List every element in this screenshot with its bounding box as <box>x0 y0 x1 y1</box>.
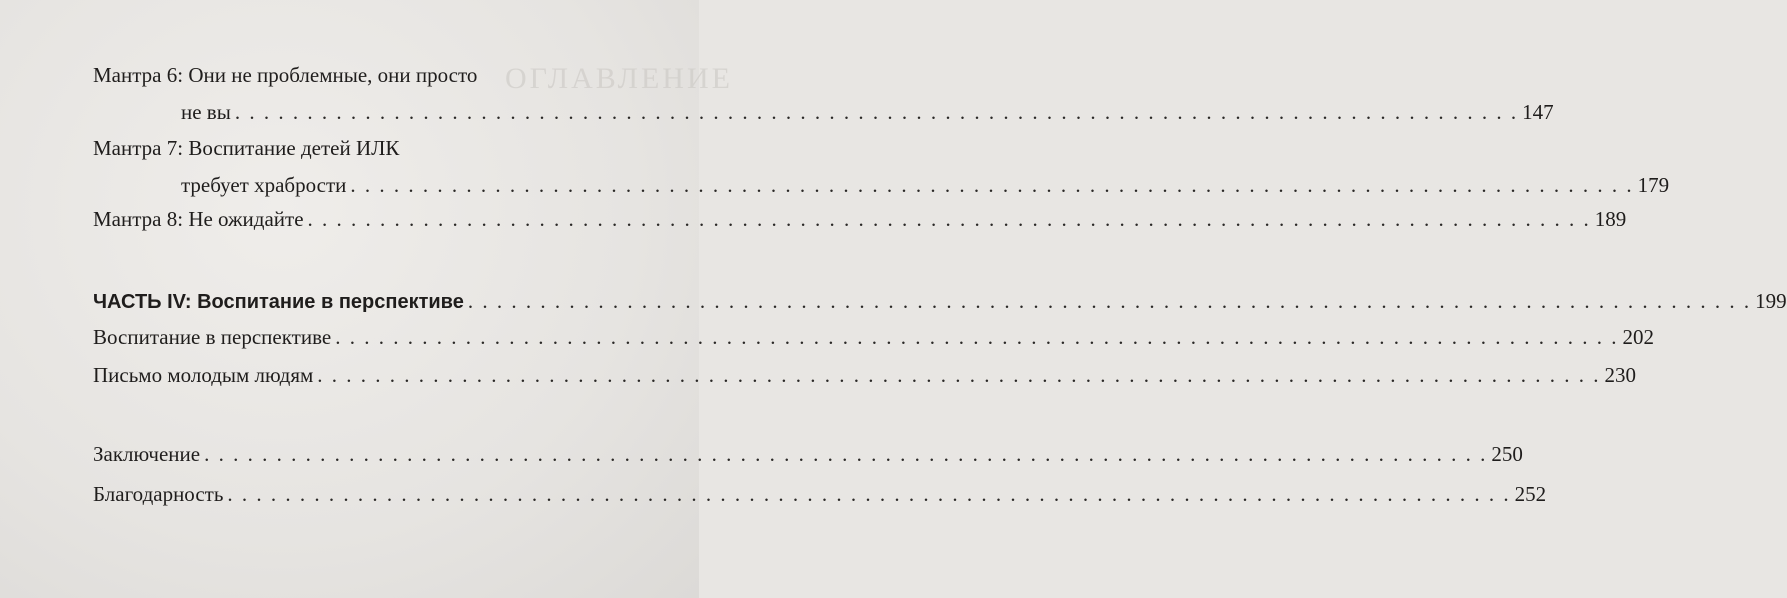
toc-entry-mantra-6[interactable] <box>93 62 1554 125</box>
toc-page-number: 199 <box>1755 289 1787 313</box>
toc-part-title: ЧАСТЬ IV: Воспитание в перспективе <box>93 291 464 313</box>
toc-page-number: 179 <box>1637 173 1670 197</box>
toc-page-number: 147 <box>1522 100 1554 124</box>
toc-entry-title: Письмо молодым людям <box>93 363 314 387</box>
toc-entry-part-4[interactable] <box>93 288 1787 315</box>
toc-entry-upbringing-perspective[interactable] <box>93 324 1654 350</box>
toc-entry-title-continuation: требует храбрости <box>181 173 347 197</box>
toc-entry-mantra-8[interactable] <box>93 206 1627 232</box>
toc-entry-title: Мантра 8: Не ожидайте <box>93 207 304 231</box>
dot-leader <box>204 441 1487 467</box>
dot-leader <box>317 362 1600 388</box>
toc-page-number: 202 <box>1622 325 1654 349</box>
dot-leader <box>335 324 1618 350</box>
dot-leader <box>227 481 1510 507</box>
toc-entry-title: Заключение <box>93 442 201 466</box>
toc-page-number: 230 <box>1604 363 1637 387</box>
dot-leader <box>308 206 1591 232</box>
dot-leader <box>235 99 1518 125</box>
toc-entry-acknowledgements[interactable] <box>93 481 1547 507</box>
toc-entry-title-line: Мантра 7: Воспитание детей ИЛК <box>93 136 400 160</box>
toc-page-number: 252 <box>1514 482 1547 506</box>
bleed-through-heading: ОГЛАВЛЕНИЕ <box>505 62 733 95</box>
toc-entry-title-line: Мантра 6: Они не проблемные, они просто <box>93 63 478 87</box>
toc-page-number: 250 <box>1491 442 1523 466</box>
toc-entry-title: Благодарность <box>93 482 224 506</box>
toc-entry-title-continuation: не вы <box>181 100 231 124</box>
toc-entry-title: Воспитание в перспективе <box>93 325 332 349</box>
dot-leader <box>350 172 1633 198</box>
toc-entry-mantra-7[interactable] <box>93 135 1670 198</box>
dot-leader <box>468 288 1751 314</box>
toc-entry-letter-young[interactable] <box>93 362 1637 388</box>
toc-page-number: 189 <box>1594 207 1627 231</box>
toc-entry-conclusion[interactable] <box>93 441 1523 467</box>
